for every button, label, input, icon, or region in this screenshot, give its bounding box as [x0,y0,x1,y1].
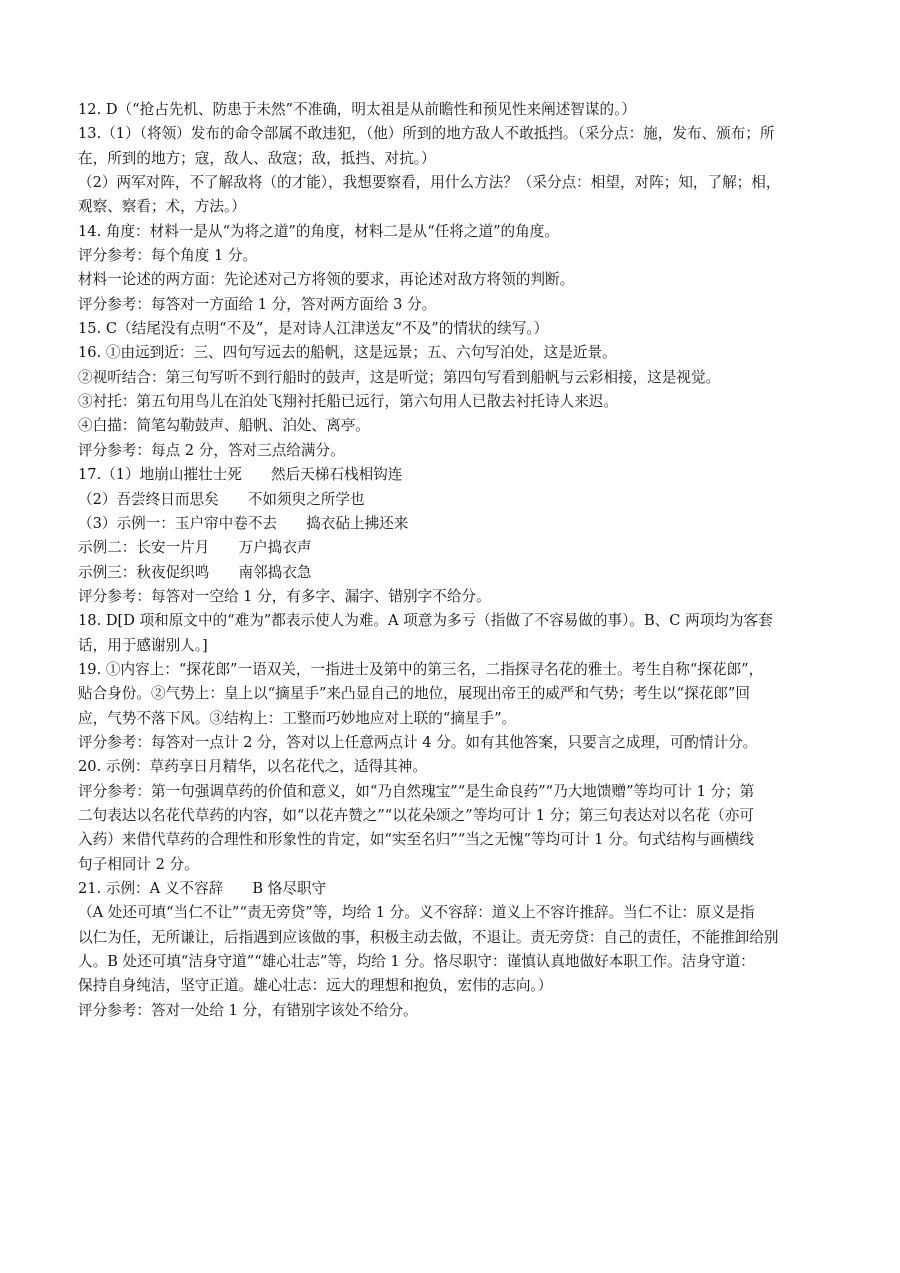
line-q19c: 应，气势不落下风。③结构上：工整而巧妙地应对上联的“摘星手”。 [78,709,517,727]
line-q18a: 18. D[D 项和原文中的“难为”都表示使人为难。A 项意为多亏（指做了不容易做的事）。B、C 两项均为客套 [78,612,773,630]
line-q14-score1: 评分参考：每个角度 1 分。 [78,247,258,265]
line-q19-score: 评分参考：每答对一点计 2 分，答对以上任意两点计 4 分。如有其他答案，只要言之成理，可酌情计分。 [78,733,758,751]
line-q14-angle: 14. 角度：材料一是从“为将之道”的角度，材料二是从“任将之道”的角度。 [78,222,559,240]
line-q17-1: 17.（1）地崩山摧壮士死 然后天梯石栈相钩连 [78,466,403,484]
line-q16-point4: ④白描：简笔勾勒鼓声、船帆、泊处、离亭。 [78,417,370,435]
line-q21-note-b: 以仁为任，无所谦让，后指遇到应该做的事，积极主动去做，不退让。责无旁贷：自己的责任，不能推卸给别 [78,928,779,946]
line-q20-example: 20. 示例：草药享日月精华，以名花代之，适得其神。 [78,758,427,776]
line-q13-1b: 在，所到的地方；寇，敌人、敌寇；敌，抵挡、对抗。） [78,149,436,167]
line-q12: 12. D（“抢占先机、防患于未然”不准确，明太祖是从前瞻性和预见性来阐述智谋的。） [78,101,636,118]
line-q17-2: （2）吾尝终日而思矣 不如须臾之所学也 [78,490,365,508]
line-q16-point2: ②视听结合：第三句写听不到行船时的鼓声，这是听觉；第四句写看到船帆与云彩相接，这是视觉。 [78,368,721,386]
line-q17-score: 评分参考：每答对一空给 1 分，有多字、漏字、错别字不给分。 [78,587,491,605]
line-q21-note-d: 保持自身纯洁，坚守正道。雄心壮志：远大的理想和抱负，宏伟的志向。） [78,977,553,995]
line-q19a: 19. ①内容上：“探花郎”一语双关，一指进士及第中的第三名，二指探寻名花的雅士。考生自称“探花郎”， [78,660,764,678]
line-q13-2b: 观察、察看；术，方法。） [78,198,246,216]
line-q16-point1: 16. ①由远到近：三、四句写远去的船帆，这是远景；五、六句写泊处，这是近景。 [78,344,617,362]
line-q20-score-d: 句子相同计 2 分。 [78,855,199,873]
line-q21-example: 21. 示例：A 义不容辞 B 恪尽职守 [78,880,327,897]
line-q17-3-example2: 示例二：长安一片月 万户捣衣声 [78,539,312,557]
line-q19b: 贴合身份。②气势上：皇上以“摘星手”来凸显自己的地位，展现出帝王的威严和气势；考生以“探花郎”回 [78,685,750,703]
line-q21-score: 评分参考：答对一处给 1 分，有错别字该处不给分。 [78,1001,418,1019]
line-q16-point3: ③衬托：第五句用鸟儿在泊处飞翔衬托船已远行，第六句用人已散去衬托诗人来迟。 [78,393,618,411]
line-q14-aspects: 材料一论述的两方面：先论述对己方将领的要求，再论述对敌方将领的判断。 [78,271,575,289]
line-q18b: 话，用于感谢别人。] [78,636,208,654]
line-q13-2a: （2）两军对阵，不了解敌将（的才能），我想要察看，用什么方法？（采分点：相望，对阵；知，了解；相， [78,174,781,192]
line-q15: 15. C（结尾没有点明“不及”，是对诗人江津送友“不及”的情状的续写。） [78,320,549,338]
answer-key-page [78,98,818,1023]
line-q20-score-c: 入药）来借代草药的合理性和形象性的肯定，如“实至名归”“当之无愧”等均可计 1 分。句式结构与画横线 [78,831,754,849]
line-q17-3-example1: （3）示例一：玉户帘中卷不去 捣衣砧上拂还来 [78,514,409,532]
line-q16-score: 评分参考：每点 2 分，答对三点给满分。 [78,441,345,459]
line-q21-note-c: 人。B 处还可填“洁身守道”“雄心壮志”等，均给 1 分。恪尽职守：谨慎认真地做好本职工作。洁身守道： [78,953,755,971]
line-q17-3-example3: 示例三：秋夜促织鸣 南邻捣衣急 [78,563,312,581]
line-q20-score-b: 二句表达以名花代草药的内容，如“以花卉赞之”“以花朵颂之”等均可计 1 分；第三句表达对以名花（亦可 [78,806,754,824]
line-q21-note-a: （A 处还可填“当仁不让”“责无旁贷”等，均给 1 分。义不容辞：道义上不容许推辞。当仁不让：原义是指 [78,904,755,922]
line-q13-1a: 13.（1）（将领）发布的命令部属不敢违犯，（他）所到的地方敌人不敢抵挡。（采分点：施，发布、颁布；所 [78,125,775,143]
line-q14-score2: 评分参考：每答对一方面给 1 分，答对两方面给 3 分。 [78,295,437,313]
line-q20-score-a: 评分参考：第一句强调草药的价值和意义，如“乃自然瑰宝”“是生命良药”“乃大地馈赠”等均可计 1 分；第 [78,782,755,800]
